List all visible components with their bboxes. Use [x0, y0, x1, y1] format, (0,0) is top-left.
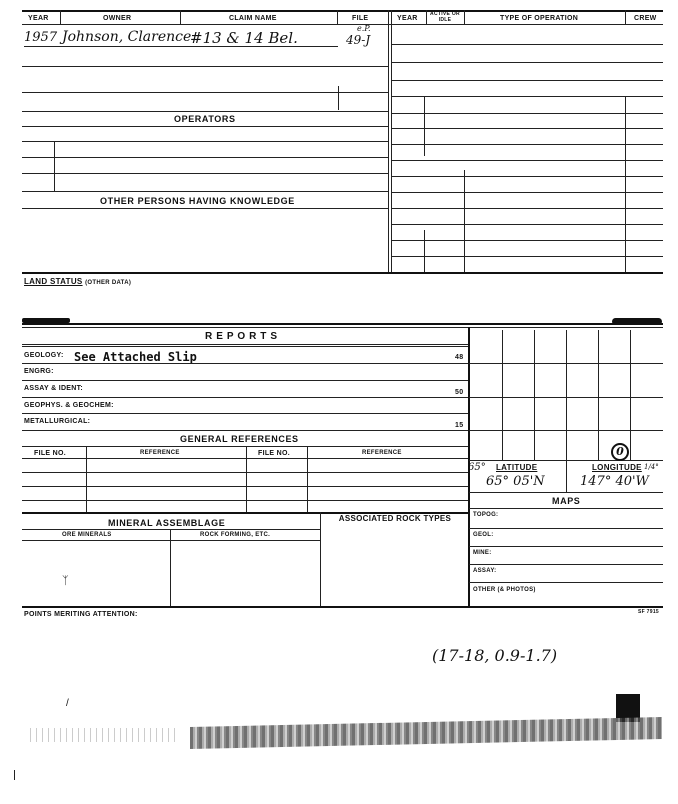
row-line [392, 62, 663, 63]
header-type-of-operation: TYPE OF OPERATION [500, 15, 579, 22]
center-divider [388, 10, 389, 273]
row-line [22, 486, 468, 487]
row-line [469, 508, 663, 509]
associated-rock-types-heading: ASSOCIATED ROCK TYPES [338, 514, 452, 523]
sep [424, 230, 425, 273]
row-line [469, 582, 663, 583]
metallurgical-num: 15 [455, 422, 464, 429]
reports-bottom-border [22, 606, 663, 608]
row-line [469, 528, 663, 529]
row-line [469, 492, 663, 493]
sep [86, 446, 87, 512]
latitude-value: 65° 05'N [486, 474, 545, 489]
general-references-heading: GENERAL REFERENCES [180, 434, 299, 444]
sep [502, 330, 503, 460]
maps-assay: ASSAY: [473, 568, 497, 574]
sep [598, 330, 599, 460]
other-persons-heading: OTHER PERSONS HAVING KNOWLEDGE [100, 196, 295, 206]
sep [320, 512, 321, 606]
scan-speck [14, 770, 15, 780]
row-line [22, 472, 468, 473]
metallurgical-label: METALLURGICAL: [24, 418, 91, 425]
sep [534, 330, 535, 460]
geophys-label: GEOPHYS. & GEOCHEM: [24, 402, 114, 409]
mineral-assemblage-heading: MINERAL ASSEMBLAGE [108, 518, 226, 528]
header-file: FILE [352, 15, 369, 22]
row-line [22, 500, 468, 501]
row-line [22, 346, 468, 347]
gr-col-file-no-1: FILE NO. [34, 450, 66, 457]
sep [170, 529, 171, 606]
sep [338, 86, 339, 110]
row-line [22, 540, 320, 541]
gr-col-file-no-2: FILE NO. [258, 450, 290, 457]
sep [630, 330, 631, 460]
sep [464, 10, 465, 24]
sep [464, 170, 465, 273]
row-line [392, 240, 663, 241]
ore-minerals-heading: ORE MINERALS [62, 532, 112, 538]
handwritten-note: (17-18, 0.9-1.7) [432, 646, 558, 665]
sep [426, 10, 427, 24]
sep [625, 10, 626, 24]
rock-forming-heading: ROCK FORMING, ETC. [200, 532, 271, 538]
row-line [392, 96, 663, 97]
geology-num: 48 [455, 354, 464, 361]
entry-file-top: e.P. [357, 24, 371, 33]
row-line [469, 397, 663, 398]
maps-heading: MAPS [552, 496, 581, 506]
row-line [392, 113, 663, 114]
reports-top-border [22, 323, 663, 325]
row-line [22, 413, 468, 414]
sep [54, 141, 55, 191]
row-line [22, 430, 468, 431]
latitude-label: LATITUDE [496, 463, 538, 472]
row-line [392, 176, 663, 177]
row-line [392, 80, 663, 81]
points-meriting-attention: POINTS MERITING ATTENTION: [24, 611, 138, 618]
scan-noise-band [190, 717, 662, 749]
row-line [22, 344, 468, 345]
sep [566, 330, 567, 460]
entry-underline [24, 46, 338, 47]
header-owner: OWNER [103, 15, 132, 22]
row-line [392, 144, 663, 145]
sep [307, 446, 308, 512]
top-section-bottom [22, 272, 663, 274]
row-line [22, 126, 388, 127]
geology-value: See Attached Slip [74, 350, 197, 364]
row-line [392, 192, 663, 193]
maps-geol: GEOL: [473, 532, 494, 538]
row-line [22, 208, 388, 209]
row-line [392, 224, 663, 225]
row-line [22, 380, 468, 381]
entry-claim-name: #13 & 14 Bel. [190, 29, 298, 47]
sep [424, 96, 425, 156]
header-year-right: YEAR [397, 15, 418, 22]
row-line [392, 208, 663, 209]
sep [566, 460, 567, 492]
row-line [469, 430, 663, 431]
row-line [469, 363, 663, 364]
ink-mark: ᛉ [62, 574, 69, 587]
land-status-label: LAND STATUS (OTHER DATA) [24, 277, 132, 286]
geology-label: GEOLOGY: [24, 352, 64, 359]
header-year: YEAR [28, 15, 49, 22]
header-active-idle: ACTIVE OR IDLE [430, 11, 460, 23]
row-line [22, 446, 468, 447]
scan-speck: / [66, 698, 69, 709]
gr-col-reference-1: REFERENCE [140, 450, 180, 456]
row-line [392, 128, 663, 129]
circled-mark: 0 [611, 443, 629, 461]
scan-noise-band [30, 728, 180, 742]
engrg-label: ENGRG: [24, 368, 54, 375]
longitude-value: 147° 40'W [580, 474, 649, 489]
entry-owner: Johnson, Clarence [62, 29, 192, 45]
assay-num: 50 [455, 389, 464, 396]
sep [60, 10, 61, 24]
entry-file-bottom: 49-J [346, 33, 371, 47]
longitude-label: LONGITUDE [592, 463, 642, 472]
maps-topog: TOPOG: [473, 512, 499, 518]
row-line [392, 160, 663, 161]
entry-year: 1957 [24, 30, 58, 45]
row-line [22, 111, 388, 112]
row-line [392, 256, 663, 257]
row-line [22, 529, 320, 530]
row-line [22, 191, 388, 192]
sep [337, 10, 338, 24]
row-line [392, 44, 663, 45]
maps-other: OTHER (& PHOTOS) [473, 587, 536, 593]
row-line [22, 141, 388, 142]
header-underline [22, 24, 663, 25]
sep [246, 446, 247, 512]
sep [625, 96, 626, 272]
row-line [22, 92, 388, 93]
lon-suffix: 1/4° [644, 463, 659, 471]
header-claim-name: CLAIM NAME [229, 15, 277, 22]
row-line [22, 66, 388, 67]
reports-heading: R E P O R T S [205, 331, 278, 342]
center-divider [391, 10, 392, 273]
row-line [22, 458, 468, 459]
row-line [22, 397, 468, 398]
top-border [22, 10, 663, 12]
row-line [22, 157, 388, 158]
row-line [469, 546, 663, 547]
reports-top-border [22, 327, 663, 328]
row-line [22, 363, 468, 364]
assay-label: ASSAY & IDENT: [24, 385, 84, 392]
form-number: SF 7915 [638, 609, 660, 615]
header-crew: CREW [634, 15, 657, 22]
maps-mine: MINE: [473, 550, 492, 556]
lat-prefix: 65° [468, 462, 486, 473]
operators-heading: OPERATORS [174, 114, 236, 124]
sep [180, 10, 181, 24]
row-line [469, 564, 663, 565]
gr-col-reference-2: REFERENCE [362, 450, 402, 456]
row-line [22, 173, 388, 174]
